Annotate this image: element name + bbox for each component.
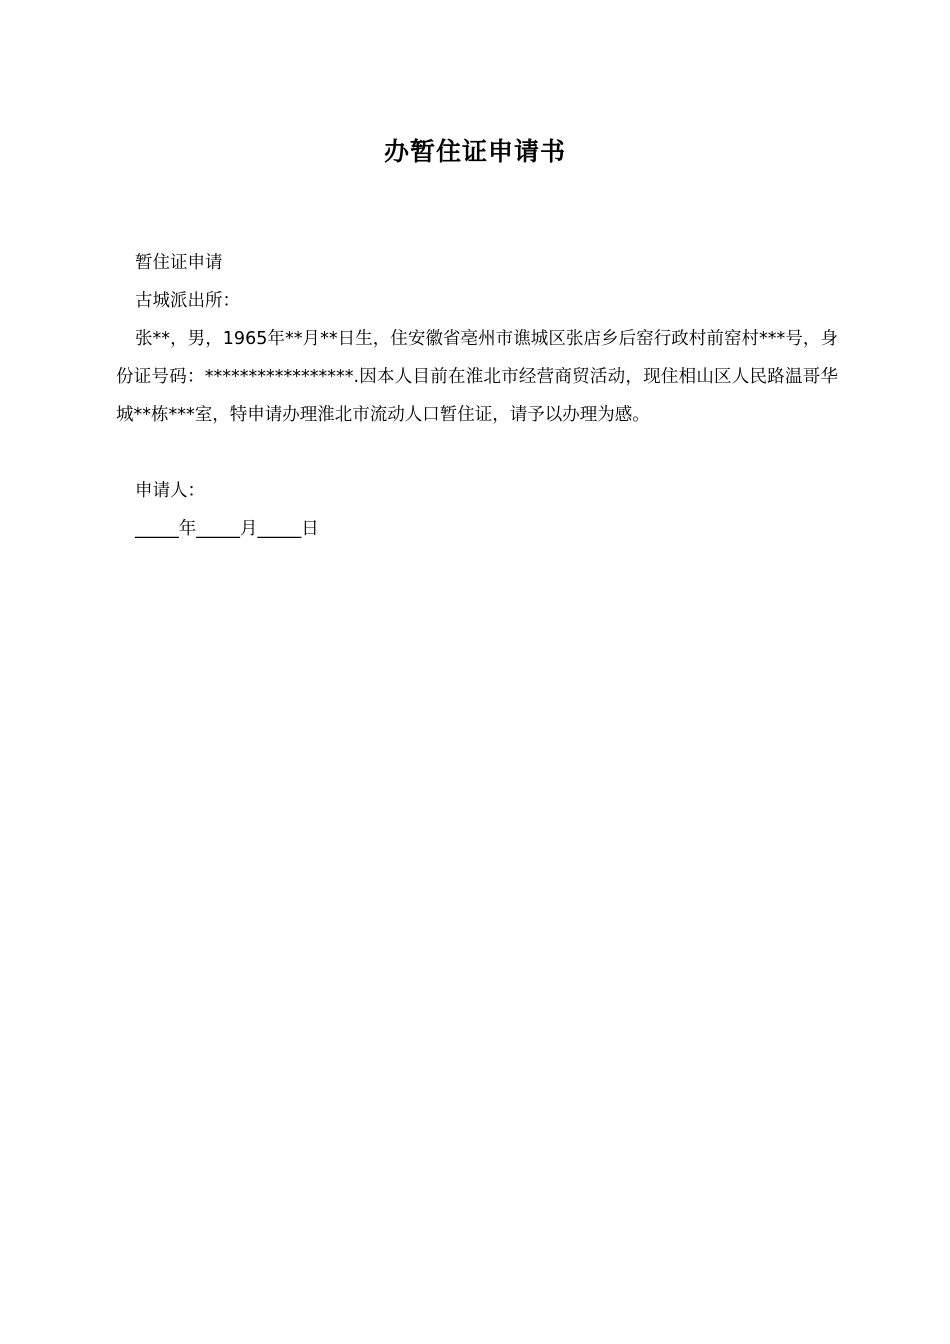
recipient-line: 古城派出所： — [135, 291, 240, 311]
applicant-label: 申请人： — [135, 481, 205, 501]
date-line: _____年_____月_____日 — [135, 519, 319, 539]
spacer — [116, 434, 838, 472]
document-title: 办暂住证申请书 — [383, 137, 566, 166]
body-paragraph: 张**，男，1965年**月**日生，住安徽省亳州市谯城区张店乡后窑行政村前窑村***号，身份证号码：*****************.因本人目前在淮北市经营商贸活动，现住相山区人民路温哥华城**栋***室，特申请办理淮北市流动人口暂住证，请予以办理为感。 — [116, 329, 838, 425]
document-body — [116, 244, 838, 548]
subject-line: 暂住证申请 — [135, 253, 223, 273]
